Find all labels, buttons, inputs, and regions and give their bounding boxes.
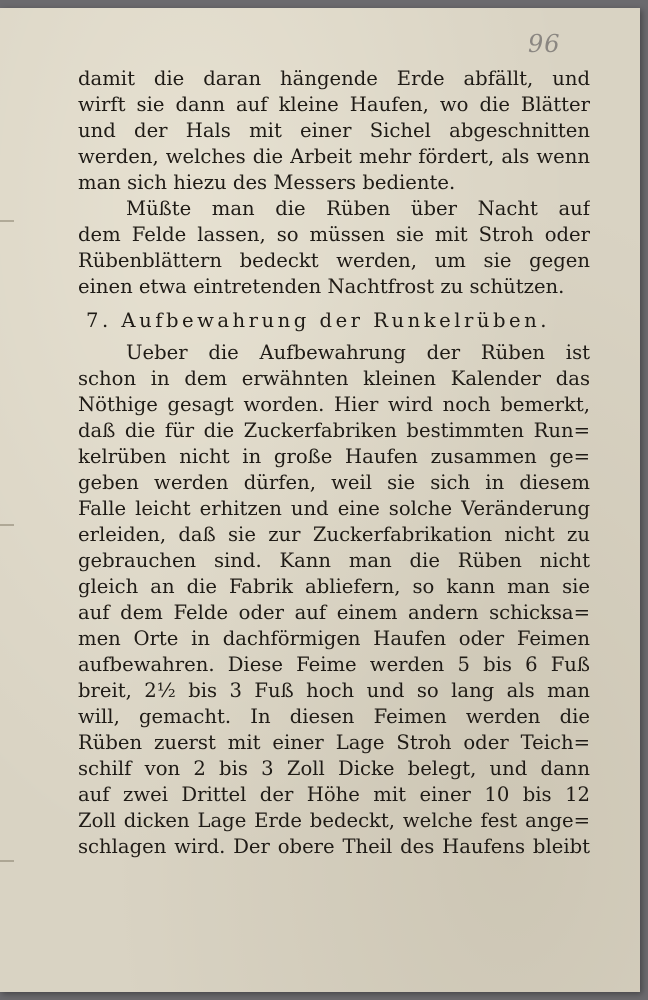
text-line: schlagen wird. Der obere Theil des Haufens bleibt (78, 835, 590, 858)
text-line: damit die daran hängende Erde abfällt, und (78, 67, 590, 90)
folio-number: 96 (528, 30, 561, 58)
text-line: Ueber die Aufbewahrung der Rüben ist (126, 341, 590, 364)
text-line: auf zwei Drittel der Höhe mit einer 10 bis 12 (78, 783, 590, 806)
text-line: dem Felde lassen, so müssen sie mit Stroh oder (78, 223, 590, 246)
text-line: und der Hals mit einer Sichel abgeschnitten (78, 119, 590, 142)
book-page (0, 8, 640, 992)
text-line: Rübenblättern bedeckt werden, um sie gegen (78, 249, 590, 272)
text-line: Müßte man die Rüben über Nacht auf (126, 197, 590, 220)
text-line: erleiden, daß sie zur Zuckerfabrikation nicht zu (78, 523, 590, 546)
text-line: Nöthige gesagt worden. Hier wird noch bemerkt, (78, 393, 590, 416)
text-line: Zoll dicken Lage Erde bedeckt, welche fest ange= (78, 809, 590, 832)
text-line: aufbewahren. Diese Feime werden 5 bis 6 Fuß (78, 653, 590, 676)
text-line: auf dem Felde oder auf einem andern schicksa= (78, 601, 590, 624)
text-line: einen etwa eintretenden Nachtfrost zu schützen. (78, 275, 565, 298)
text-line: geben werden dürfen, weil sie sich in diesem (78, 471, 590, 494)
text-line: schon in dem erwähnten kleinen Kalender das (78, 367, 590, 390)
text-line: Falle leicht erhitzen und eine solche Veränderung (78, 497, 590, 520)
page-crease-mark (0, 860, 14, 862)
page-text (78, 66, 590, 860)
text-line: Rüben zuerst mit einer Lage Stroh oder Teich= (78, 731, 590, 754)
text-line: breit, 2½ bis 3 Fuß hoch und so lang als man (78, 679, 590, 702)
text-line: gleich an die Fabrik abliefern, so kann man sie (78, 575, 590, 598)
text-line: kelrüben nicht in große Haufen zusammen ge= (78, 445, 590, 468)
text-line: men Orte in dachförmigen Haufen oder Feimen (78, 627, 590, 650)
text-line: gebrauchen sind. Kann man die Rüben nicht (78, 549, 590, 572)
section-heading: 7. Aufbewahrung der Runkelrüben. (86, 309, 550, 332)
text-line: wirft sie dann auf kleine Haufen, wo die Blätter (78, 93, 590, 116)
page-crease-mark (0, 220, 14, 222)
text-line: will, gemacht. In diesen Feimen werden die (78, 705, 590, 728)
text-line: man sich hiezu des Messers bediente. (78, 171, 456, 194)
text-line: schilf von 2 bis 3 Zoll Dicke belegt, und dann (78, 757, 590, 780)
page-crease-mark (0, 524, 14, 526)
text-line: werden, welches die Arbeit mehr fördert, als wenn (78, 145, 590, 168)
text-line: daß die für die Zuckerfabriken bestimmten Run= (78, 419, 590, 442)
